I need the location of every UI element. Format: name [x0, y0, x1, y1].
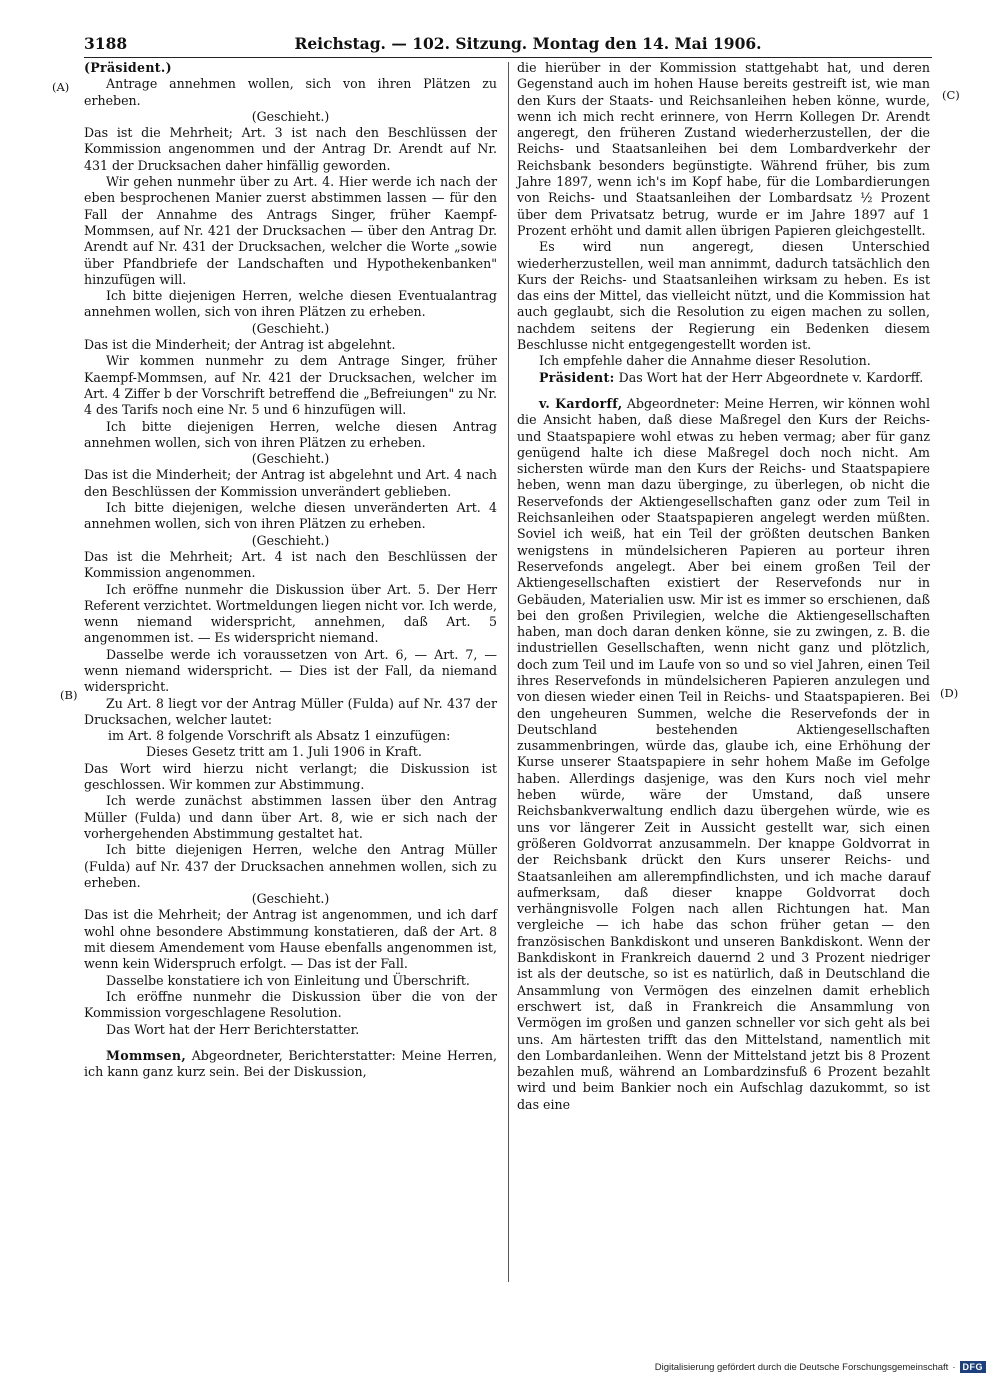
paragraph: Zu Art. 8 liegt vor der Antrag Müller (Fulda) auf Nr. 437 der Drucksachen, welcher lautet: — [84, 695, 497, 727]
header-rule — [84, 57, 932, 58]
paragraph: Das ist die Mehrheit; Art. 4 ist nach den Beschlüssen der Kommission angenommen. — [84, 548, 497, 581]
paragraph: Das ist die Mehrheit; Art. 3 ist nach den Beschlüssen der Kommission angenommen und der Antrag Dr. Arendt auf Nr. 431 der Drucksachen daher hinfällig geworden. — [84, 125, 497, 173]
speaker-name: v. Kardorff, — [539, 395, 623, 411]
paragraph: Das Wort hat der Herr Berichterstatter. — [106, 1021, 360, 1037]
paragraph-text: Abgeordneter, Berichterstatter: Meine Herren, ich kann ganz kurz sein. Bei der Diskussion, — [84, 1047, 497, 1080]
right-column — [517, 60, 930, 1113]
margin-marker-c: (C) — [942, 88, 960, 102]
paragraph: Es wird nun angeregt, diesen Unterschied wiederherzustellen, weil man annimmt, dadurch tatsächlich den Kurs der Reichs- und Staatsanleihen wirksam zu heben. Es ist das eins der Mittel, das vielleicht nützt, und die Kommission hat auch geglaubt, sich die Resolution zu eigen machen zu sollen, nachdem seitens der Regierung ein Bedenken diesem Beschlusse nicht entgegengestellt worden ist. — [517, 239, 930, 353]
paragraph: Dasselbe konstatiere ich von Einleitung und Überschrift. — [106, 972, 470, 988]
column-divider — [508, 62, 509, 1282]
paragraph: (Geschieht.) — [251, 891, 330, 907]
paragraph: Das Wort wird hierzu nicht verlangt; die Diskussion ist geschlossen. Wir kommen zur Abstimmung. — [84, 760, 497, 793]
paragraph: Dieses Gesetz tritt am 1. Juli 1906 in Kraft. — [146, 744, 422, 760]
paragraph-text: Abgeordneter: Meine Herren, wir können wohl die Ansicht haben, daß diese Maßregel den Kurs der Reichs- und Staatspapiere wohl etwas zu heben vermag; aber für ganz genügend halte ich diese Maßregel doch noch nicht. Am sichersten würde man den Kurs der Reichs- und Staatspapiere heben, wenn man dazu übergingе, zu überlegen, ob nicht die Reservefonds der Aktiengesellschaften ganz oder zum Teil in Reichsanleihen oder Staatspapieren angelegt werden müßten. Soviel ich weiß, hat ein Teil der größten deutschen Banken wenigstens in mündelsicheren Papieren au porteur ihren Reservefonds angelegt. Aber bei einem großen Teil der Aktiengesellschaften existiert der Reservefonds nur in Gebäuden, Materialien usw. Mir ist es immer so erschienen, daß bei den großen Privilegien, welche die Aktiengesellschaften haben, man doch daran denken könne, sie zu zwingen, z. B. die industriellen Gesellschaften, wenn nicht ganz und plötzlich, doch zum Teil und im Laufe von so und so viel Jahren, einen Teil ihres Reservefonds in mündelsicheren Papieren anzulegen und von diesen wieder einen Teil in Reichs- und Staatspapieren. Bei den ungeheuren Summen, welche die Reservefonds der in Deutschland bestehenden Aktiengesellschaften zusammenbringen, würde das, glaube ich, eine Erhöhung der Kurse unserer Staatspapiere in sehr hohem Maße im Gefolge haben. Allerdings dasjenige, was den Kurs noch viel mehr heben würde, wäre der Umstand, daß unsere Reichsbankverwaltung endlich dazu übergehen würde, wie es uns vor längerer Zeit in Aussicht gestellt war, sich einen größeren Goldvorrat anzusammeln. Der knappe Goldvorrat in der Reichsbank drückt den Kurs unserer Reichs- und Staatsanleihen am allerempfindlichsten, und ich mache darauf aufmerksam, daß dieser knappe Goldvorrat doch verhängnisvolle Folgen nach allen Richtungen hat. Man vergleiche — ich habe das schon früher getan — den französischen Bankdiskont und unseren Bankdiskont. Wenn der Bankdiskont in Frankreich dauernd 2 und 3 Prozent niedriger ist als der deutsche, so ist es natürlich, daß in Deutschland die Ansammlung von Vermögen des einzelnen damit erheblich erschwert ist, daß in Frankreich die Ansammlung von Vermögen im großen und ganzen schneller vor sich geht als bei uns. Am härtesten trifft das den Mittelstand, namentlich mit den Lombardanleihen. Wenn der Mittelstand jetzt bis 8 Prozent bezahlen muß, während an Lombardzinsfuß 6 Prozent bezahlt wird und beim Bankier noch ein Aufschlag dazukommt, so ist das eine — [517, 395, 930, 1112]
paragraph-text: Das Wort hat der Herr Abgeordnete v. Kardorff. — [614, 369, 924, 385]
paragraph: Ich eröffne nunmehr die Diskussion über die von der Kommission vorgeschlagene Resolution. — [84, 988, 497, 1021]
paragraph: Dasselbe werde ich voraussetzen von Art. 6, — Art. 7, — wenn niemand widerspricht. — Dies ist der Fall, da niemand widerspricht. — [84, 646, 497, 695]
paragraph: im Art. 8 folgende Vorschrift als Absatz 1 einzufügen: — [108, 728, 451, 744]
paragraph: Das ist die Mehrheit; der Antrag ist angenommen, und ich darf wohl ohne besondere Abstimmung konstatieren, daß der Art. 8 mit diesem Amendement vom Hause ebenfalls angenommen ist, wenn kein Widerspruch erfolgt. — Das ist der Fall. — [84, 907, 497, 972]
margin-marker-a: (A) — [52, 80, 70, 94]
footer-credit — [655, 1361, 986, 1373]
page-number: 3188 — [84, 34, 128, 53]
paragraph: (Geschieht.) — [251, 532, 330, 548]
margin-marker-d: (D) — [940, 686, 959, 700]
paragraph: Ich empfehle daher die Annahme dieser Resolution. — [539, 353, 871, 369]
paragraph: Ich werde zunächst abstimmen lassen über den Antrag Müller (Fulda) und dann über Art. 8, wie er sich nach der vorhergehenden Abstimmung gestaltet hat. — [84, 793, 497, 841]
paragraph: (Geschieht.) — [251, 451, 330, 467]
paragraph: Ich bitte diejenigen, welche diesen unveränderten Art. 4 annehmen wollen, sich von ihren Plätzen zu erheben. — [84, 500, 497, 532]
paragraph — [517, 370, 930, 386]
speaker-name: Präsident: — [539, 369, 615, 385]
paragraph: Ich eröffne nunmehr die Diskussion über Art. 5. Der Herr Referent verzichtet. Wortmeldungen liegen nicht vor. Ich werde, wenn niemand widerspricht, annehmen, daß Art. 5 angenommen ist. — Es widerspricht niemand. — [84, 581, 497, 646]
paragraph: Ich bitte diejenigen Herren, welche den Antrag Müller (Fulda) auf Nr. 437 der Drucksachen annehmen wollen, sich zu erheben. — [84, 842, 497, 890]
paragraph: (Geschieht.) — [251, 320, 330, 336]
paragraph — [517, 396, 930, 1113]
footer-separator: · — [952, 1361, 956, 1373]
dfg-logo-icon: DFG — [960, 1361, 987, 1373]
paragraph: Das ist die Minderheit; der Antrag ist abgelehnt und Art. 4 nach den Beschlüssen der Kommission unverändert geblieben. — [84, 467, 497, 499]
footer-text: Digitalisierung gefördert durch die Deutsche Forschungsgemeinschaft — [654, 1361, 949, 1373]
paragraph: Das ist die Minderheit; der Antrag ist abgelehnt. — [84, 337, 396, 353]
paragraph — [84, 1048, 497, 1081]
speaker-name: Mommsen, — [106, 1047, 187, 1063]
left-column — [84, 60, 497, 1080]
paragraph: Antrage annehmen wollen, sich von ihren Plätzen zu erheben. — [84, 76, 497, 108]
speaker-heading: (Präsident.) — [84, 60, 172, 75]
paragraph: Ich bitte diejenigen Herren, welche diesen Eventualantrag annehmen wollen, sich von ihren Plätzen zu erheben. — [84, 288, 497, 320]
paragraph: Wir kommen nunmehr zu dem Antrage Singer, früher Kaempf-Mommsen, auf Nr. 421 der Drucksachen, welcher im Art. 4 Ziffer b der Vorschrift betreffend die „Befreiungen" zu Nr. 4 des Tarifs noch eine Nr. 5 und 6 hinzufügen will. — [84, 353, 497, 418]
paragraph: die hierüber in der Kommission stattgehabt hat, und deren Gegenstand auch im hohen Hause bereits gestreift ist, wie man den Kurs der Staats- und Reichsanleihen heben könne, wurde, wenn ich mich recht erinnere, von Herrn Kollegen Dr. Arendt angeregt, den früheren Zustand wiederherzustellen, der die Reichs- und Staatsanleihen bei dem Lombardverkehr der Reichsbank besonders begünstigte. Während früher, bis zum Jahre 1897, wenn ich's im Kopf habe, für die Lombardierungen von Reichs- und Staatsanleihen der Lombardsatz ½ Prozent über dem Privatsatz betrug, wurde er im Jahre 1897 auf 1 Prozent erhöht und damit allen übrigen Papieren gleichgestellt. — [517, 60, 930, 238]
paragraph: (Geschieht.) — [251, 108, 330, 124]
paragraph: Wir gehen nunmehr über zu Art. 4. Hier werde ich nach der eben besprochenen Manier zuerst abstimmen lassen — für den Fall der Annahme des Antrags Singer, früher Kaempf-Mommsen, auf Nr. 421 der Drucksachen — über den Antrag Dr. Arendt auf Nr. 431 der Drucksachen, welcher die Worte „sowie über Pfandbriefe der Landschaften und Hypothekenbanken" hinzufügen will. — [84, 174, 497, 287]
paragraph: Ich bitte diejenigen Herren, welche diesen Antrag annehmen wollen, sich von ihren Plätzen zu erheben. — [84, 418, 497, 450]
margin-marker-b: (B) — [60, 688, 78, 702]
running-head: Reichstag. — 102. Sitzung. Montag den 14. Mai 1906. — [294, 34, 762, 53]
page-header — [84, 33, 932, 57]
